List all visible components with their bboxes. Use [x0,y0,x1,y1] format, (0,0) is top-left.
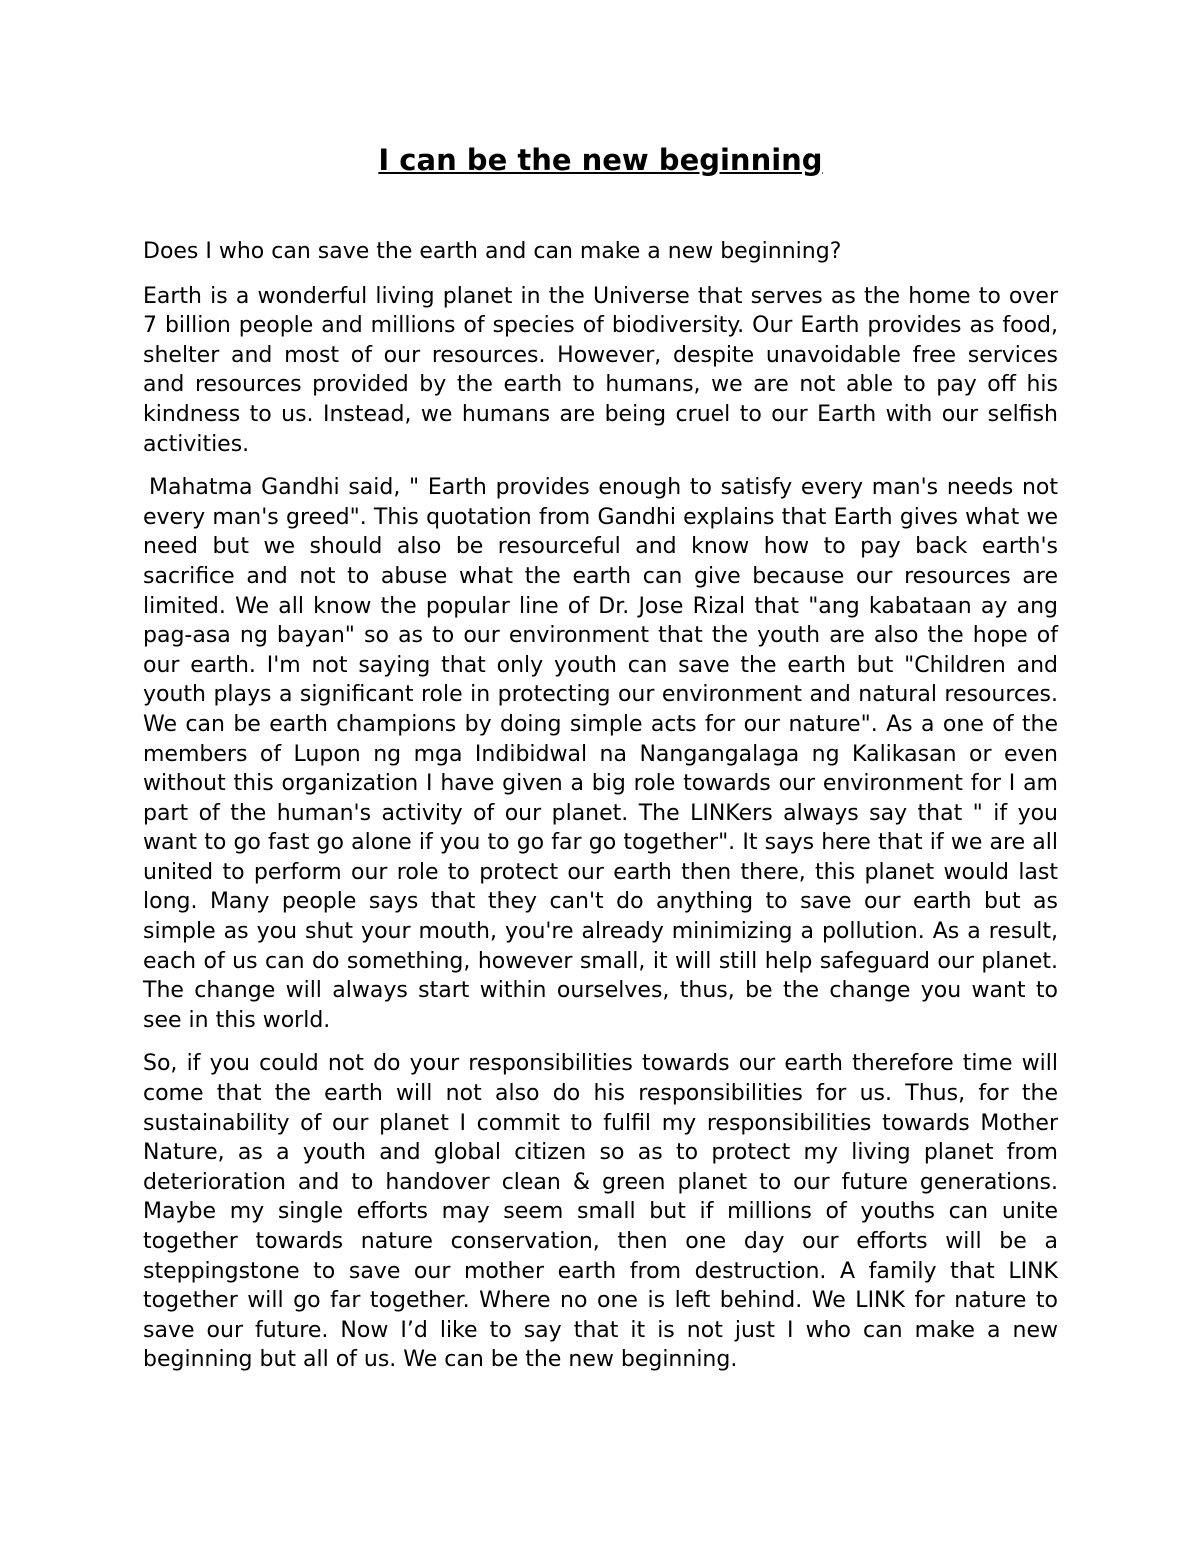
paragraph-conclusion: So, if you could not do your responsibilities towards our earth therefore time will come that the earth will not also do his responsibilities for us. Thus, for the sustainability of our planet I commit to fulfil my responsibilities towards Mother Nature, as a youth and global citizen so as to protect my living planet from deterioration and to handover clean & green planet to our future generations. Maybe my single efforts may seem small but if millions of youths can unite together towards nature conservation, then one day our efforts will be a steppingstone to save our mother earth from destruction. A family that LINK together will go far together. Where no one is left behind. We LINK for nature to save our future. Now I’d like to say that it is not just I who can make a new beginning but all of us. We can be the new beginning. [143,1051,1058,1373]
opening-question: Does I who can save the earth and can make a new beginning? [143,239,842,264]
paragraph-gandhi-quote: Mahatma Gandhi said, " Earth provides enough to satisfy every man's needs not every man's greed". This quotation from Gandhi explains that Earth gives what we need but we should also be resourceful and know how to pay back earth's sacrifice and not to abuse what the earth can give because our resources are limited. We all know the popular line of Dr. Jose Rizal that "ang kabataan ay ang pag-asa ng bayan" so as to our environment that the youth are also the hope of our earth. I'm not saying that only youth can save the earth but "Children and youth plays a significant role in protecting our environment and natural resources. We can be earth champions by doing simple acts for our nature". As a one of the members of Lupon ng mga Indibidwal na Nangangalaga ng Kalikasan or even without this organization I have given a big role towards our environment for I am part of the human's activity of our planet. The LINKers always say that " if you want to go fast go alone if you to go far go together". It says here that if we are all united to perform our role to protect our earth then there, this planet would last long. Many people says that they can't do anything to save our earth but as simple as you shut your mouth, you're already minimizing a pollution. As a result, each of us can do something, however small, it will still help safeguard our planet. The change will always start within ourselves, thus, be the change you want to see in this world. [143,475,1058,1033]
paragraph-earth-intro: Earth is a wonderful living planet in the Universe that serves as the home to over 7 billion people and millions of species of biodiversity. Our Earth provides as food, shelter and most of our resources. However, despite unavoidable free services and resources provided by the earth to humans, we are not able to pay off his kindness to us. Instead, we humans are being cruel to our Earth with our selfish activities. [143,283,1058,457]
document-body [143,140,1058,1389]
document-title: I can be the new beginning [378,143,823,177]
